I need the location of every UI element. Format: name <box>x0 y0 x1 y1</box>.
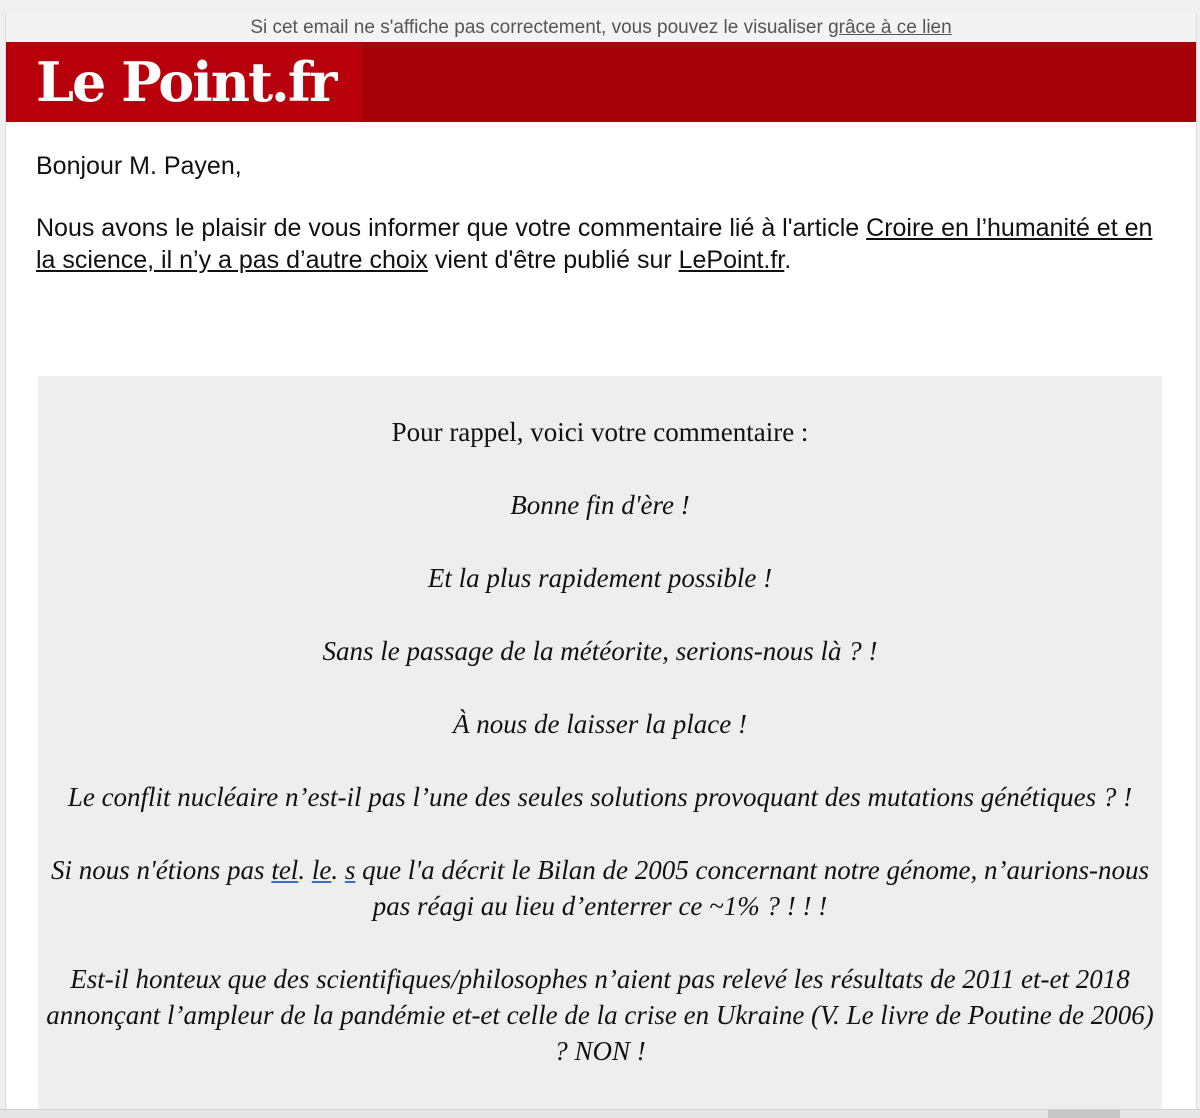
intro-text-after: . <box>784 246 792 274</box>
horizontal-scrollbar[interactable] <box>0 1109 1200 1118</box>
greeting: Bonjour M. Payen, <box>36 152 242 180</box>
preheader <box>6 14 1196 42</box>
preheader-text: Si cet email ne s'affiche pas correctement, vous pouvez le visualiser <box>250 17 829 38</box>
separator: . <box>331 855 345 885</box>
spellcheck-word: s <box>344 855 356 885</box>
line-start: Si nous n'étions pas <box>51 855 272 885</box>
logo-block[interactable] <box>8 42 362 122</box>
intro-text-middle: vient d'être publié sur <box>427 246 679 274</box>
separator: . <box>298 855 312 885</box>
email-frame <box>5 14 1197 1118</box>
header-banner <box>6 42 1196 122</box>
comment-intro: Pour rappel, voici votre commentaire : <box>391 417 809 447</box>
spellcheck-word: le <box>311 855 332 885</box>
view-online-link[interactable]: grâce à ce lien <box>828 17 952 38</box>
intro-paragraph <box>36 212 1166 276</box>
comment-line: Bonne fin d'ère ! <box>510 490 690 520</box>
comment-line: Est-il honteux que des scientifiques/philosophes n’aient pas relevé les résultats de 2011 et-et 2018 annonçant l’ampleur de la pandémie et-et celle de la crise en Ukraine (V. Le livre de Poutine de 2006) ? NON ! <box>46 964 1154 1066</box>
comment-line: À nous de laisser la place ! <box>453 709 747 739</box>
email-body <box>6 122 1196 276</box>
comment-line-genome <box>38 852 1162 924</box>
scrollbar-thumb[interactable] <box>1048 1110 1120 1118</box>
comment-line: Sans le passage de la météorite, serions-nous là ? ! <box>322 636 878 666</box>
lepoint-site-link[interactable]: LePoint.fr <box>678 246 785 274</box>
comment-box <box>38 376 1162 1118</box>
comment-line: Et la plus rapidement possible ! <box>427 563 773 593</box>
line-end: que l'a décrit le Bilan de 2005 concernant notre génome, n’aurions-nous pas réagi au lieu d’enterrer ce ~1% ? ! ! ! <box>355 855 1149 921</box>
spellcheck-word: tel <box>271 855 299 885</box>
article-link[interactable]: Croire en l’humanité et en la science, il n’y a pas d’autre choix <box>36 214 1153 274</box>
comment-line: Le conflit nucléaire n’est-il pas l’une des seules solutions provoquant des mutations génétiques ? ! <box>67 782 1133 812</box>
intro-text-before: Nous avons le plaisir de vous informer que votre commentaire lié à l'article <box>36 214 867 242</box>
lepoint-logo: Le Point.fr <box>36 50 336 114</box>
